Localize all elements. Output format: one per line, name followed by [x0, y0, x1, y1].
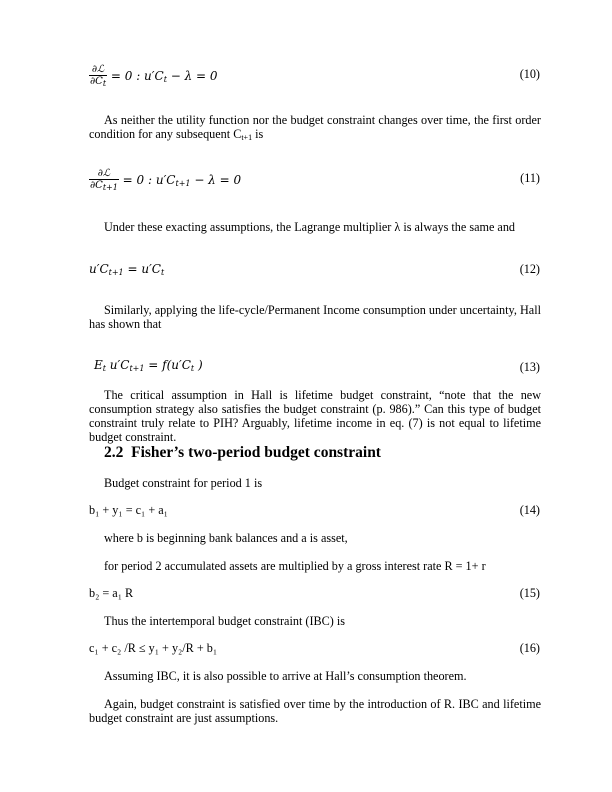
equation-number: (14): [519, 503, 540, 517]
section-heading: [104, 444, 381, 462]
equation-14-text: b₁ + y₁ = c₁ + a₁: [89, 503, 168, 517]
equation-12: [89, 262, 541, 284]
equation-14: [89, 503, 541, 517]
equation-15: [89, 586, 541, 600]
section-title: Fisher’s two-period budget constraint: [131, 444, 381, 461]
paragraph-period-2: for period 2 accumulated assets are multiplied by a gross interest rate R = 1+ r: [104, 559, 486, 573]
equation-12-math: $u'C_{t+1} = u'C_t$: [89, 262, 165, 277]
partial-derivative-fraction: $\frac{\text{∂ℒ}}{\partial C_t}$: [90, 64, 107, 88]
equation-13-math: $E_t$ $u'C_{t+1} = f(u'C_t$ ): [94, 358, 203, 373]
equation-16-text: c₁ + c₂ /R ≤ y₁ + y₂/R + b₁: [89, 641, 218, 655]
equation-11: [89, 168, 541, 190]
equation-11-math: $\frac{\text{∂ℒ}}{\partial C_{t+1}}$ = 0 : $u'C_{t+1} - \lambda = 0$: [90, 168, 242, 192]
equation-number: (16): [519, 641, 540, 655]
equation-number: (11): [520, 171, 540, 185]
paragraph-lagrange: Under these exacting assumptions, the Lagrange multiplier λ is always the same and: [104, 220, 516, 234]
equation-13: [94, 358, 541, 380]
equation-number: (13): [519, 360, 540, 374]
paragraph-period-1: Budget constraint for period 1 is: [104, 476, 263, 490]
equation-15-text: b₂ = a₁ R: [89, 586, 134, 600]
paragraph-definitions: where b is beginning bank balances and a is asset,: [104, 531, 348, 545]
paragraph-hall: Similarly, applying the life-cycle/Permanent Income consumption under uncertainty, Hall has shown that: [89, 303, 541, 331]
paragraph-critical-assumption: The critical assumption in Hall is lifetime budget constraint, “note that the new consumption strategy also satisfies the budget constraint (p. 986).” Can this type of budget constraint truly relate to PIH? Arguably, lifetime income in eq. (7) is not equal to lifetime budget constraint.: [89, 388, 541, 444]
equation-number: (12): [519, 262, 540, 276]
section-number: 2.2: [104, 444, 124, 461]
equation-16: [89, 641, 541, 655]
equation-number: (15): [519, 586, 540, 600]
paragraph-first-order-condition: As neither the utility function nor the budget constraint changes over time, the first order condition for any subsequent $C_{t+1}$ is: [89, 113, 541, 142]
paragraph-assuming-ibc: Assuming IBC, it is also possible to arrive at Hall’s consumption theorem.: [104, 669, 467, 683]
equation-10-math: $\frac{\text{∂ℒ}}{\partial C_t}$ = 0 : $u'C_t - \lambda = 0$: [90, 64, 218, 88]
equation-number: (10): [519, 67, 540, 81]
paragraph-ibc: Thus the intertemporal budget constraint (IBC) is: [104, 614, 345, 628]
equation-10: [89, 64, 541, 86]
paragraph-again: Again, budget constraint is satisfied over time by the introduction of R. IBC and lifetime budget constraint are just assumptions.: [89, 697, 541, 725]
partial-derivative-fraction: $\frac{\text{∂ℒ}}{\partial C_{t+1}}$: [90, 168, 118, 192]
